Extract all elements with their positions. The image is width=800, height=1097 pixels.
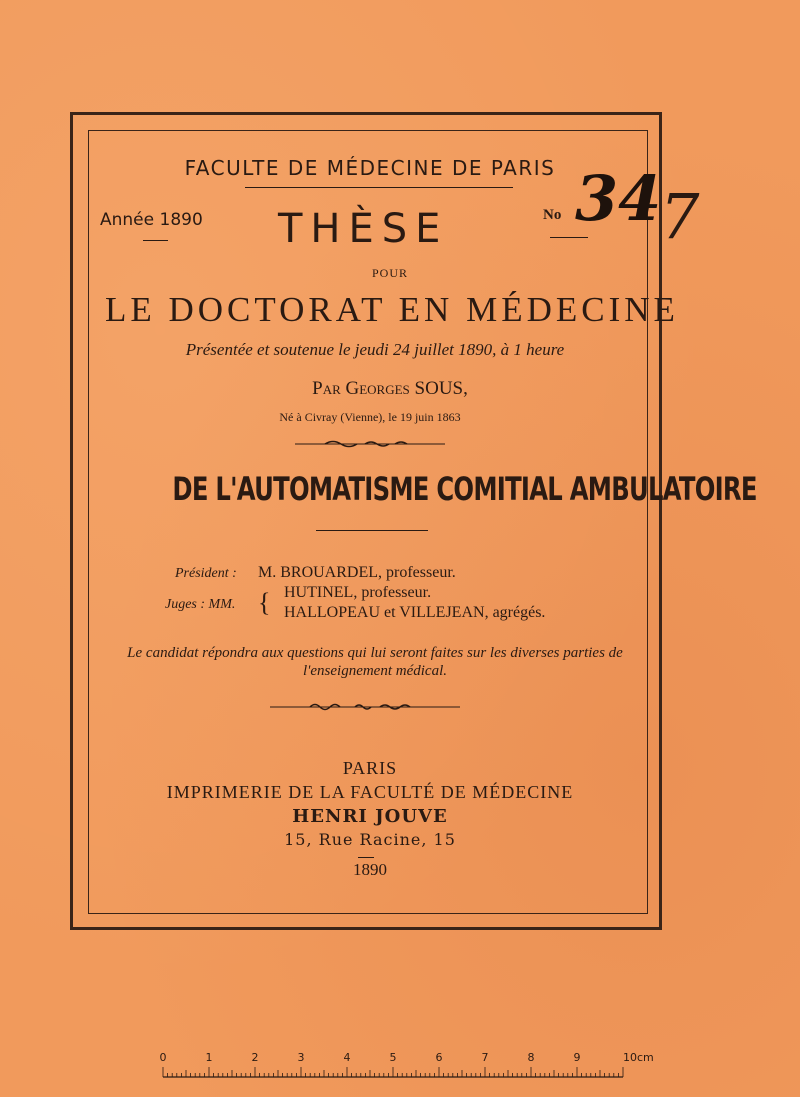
ruler-label: 3: [297, 1051, 305, 1064]
faculty-heading: FACULTE DE MÉDECINE DE PARIS: [184, 156, 556, 180]
judge-2: HALLOPEAU et VILLEJEAN, agrégés.: [284, 604, 546, 621]
defense-date: Présentée et soutenue le jeudi 24 juillet 1890, à 1 heure: [185, 340, 565, 359]
candidate-note: Le candidat répondra aux questions qui lui seront faites sur les diverses parties de l'enseignement médical.: [127, 645, 623, 679]
ruler-label: 1: [205, 1051, 213, 1064]
ruler-label: 7: [481, 1051, 489, 1064]
publisher-city: PARIS: [342, 758, 398, 778]
ornament-divider-bottom: [270, 700, 460, 714]
ruler-label: 2: [251, 1051, 259, 1064]
publisher-address: 15, Rue Racine, 15: [284, 830, 456, 849]
ruler-label: 6: [435, 1051, 443, 1064]
thesis-number: 34: [575, 162, 662, 235]
handwritten-digit: 7: [660, 180, 700, 253]
publication-year: 1890: [353, 860, 387, 879]
degree-title: LE DOCTORAT EN MÉDECINE: [105, 290, 679, 329]
faculty-underline: [245, 187, 513, 188]
year-underline: [143, 240, 168, 241]
pour-label: POUR: [371, 266, 408, 280]
printer-name: IMPRIMERIE DE LA FACULTÉ DE MÉDECINE: [166, 782, 574, 802]
ruler-label: 0: [159, 1051, 167, 1064]
ruler-label: 9: [573, 1051, 581, 1064]
judges-label: Juges : MM.: [165, 597, 236, 612]
judge-1: HUTINEL, professeur.: [284, 584, 432, 601]
number-underline: [550, 237, 588, 238]
publisher-name: HENRI JOUVE: [292, 806, 448, 827]
year-dash: [358, 857, 374, 858]
ruler-label: 8: [527, 1051, 535, 1064]
judges-brace: {: [258, 588, 271, 617]
ornament-divider-top: [295, 437, 445, 451]
ruler-label: 4: [343, 1051, 351, 1064]
doc-type-title: THÈSE: [278, 206, 449, 252]
thesis-title: DE L'AUTOMATISME COMITIAL AMBULATOIRE: [172, 470, 757, 508]
president-label: Président :: [175, 566, 237, 581]
president-name: M. BROUARDEL, professeur.: [258, 564, 456, 581]
scale-ruler: [155, 1050, 654, 1080]
author-line: Par Georges SOUS,: [312, 378, 468, 399]
ruler-label: 5: [389, 1051, 397, 1064]
number-label: No: [543, 207, 562, 223]
ruler-label: 10cm: [623, 1051, 654, 1064]
year-label: Année 1890: [100, 210, 203, 230]
title-underline: [316, 530, 428, 531]
birth-line: Né à Civray (Vienne), le 19 juin 1863: [279, 410, 461, 424]
